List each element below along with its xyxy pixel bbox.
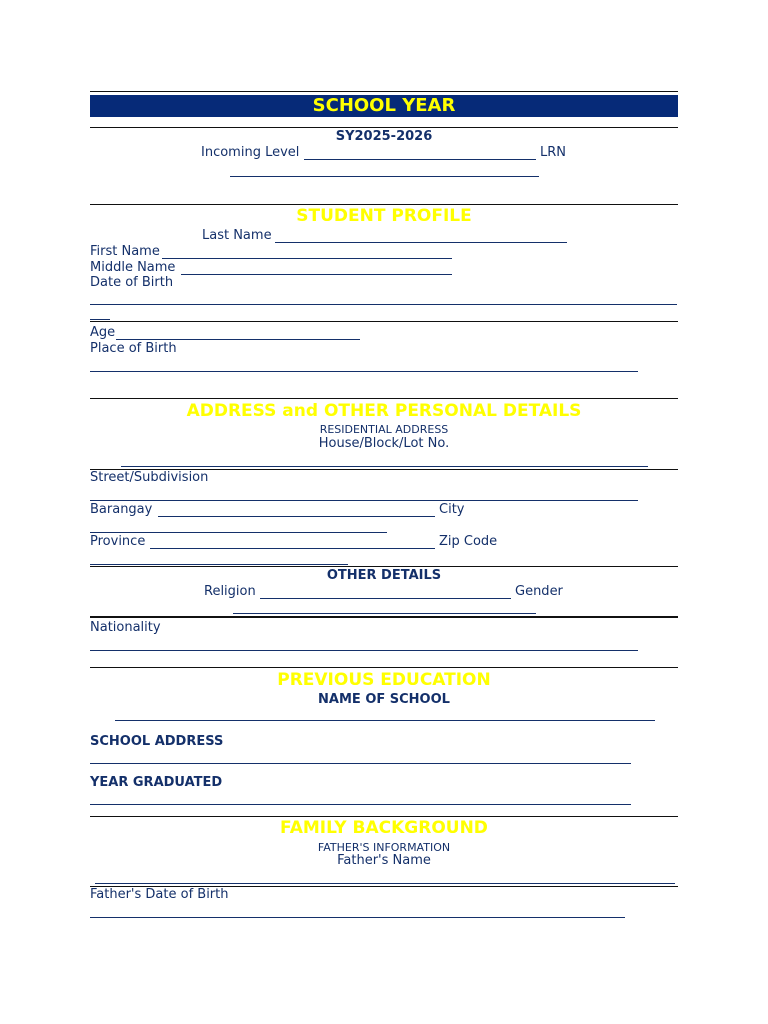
middle-name-field[interactable] <box>181 274 452 275</box>
pob-field[interactable] <box>90 371 638 372</box>
divider <box>90 204 678 205</box>
student-profile-heading: STUDENT PROFILE <box>296 206 472 226</box>
barangay-label: Barangay <box>90 502 153 517</box>
street-field[interactable] <box>90 500 638 501</box>
city-field[interactable] <box>90 532 387 533</box>
divider <box>90 566 678 567</box>
gender-field[interactable] <box>233 613 536 614</box>
pob-label: Place of Birth <box>90 341 177 356</box>
divider <box>90 127 678 128</box>
year-graduated-field[interactable] <box>90 804 631 805</box>
province-label: Province <box>90 534 146 549</box>
city-label: City <box>439 502 465 517</box>
zip-field[interactable] <box>90 564 348 565</box>
last-name-field[interactable] <box>275 242 567 243</box>
barangay-field[interactable] <box>158 516 435 517</box>
age-label: Age <box>90 325 116 340</box>
divider <box>90 398 678 399</box>
first-name-label: First Name <box>90 244 160 259</box>
incoming-level-label: Incoming Level <box>201 145 300 160</box>
school-name-field[interactable] <box>115 720 655 721</box>
middle-name-label: Middle Name <box>90 260 176 275</box>
school-address-label: SCHOOL ADDRESS <box>90 734 224 749</box>
divider <box>90 321 678 322</box>
age-field[interactable] <box>116 339 360 340</box>
father-info-label: FATHER'S INFORMATION <box>317 841 451 854</box>
address-heading: ADDRESS and OTHER PERSONAL DETAILS <box>186 401 582 421</box>
dob-field[interactable] <box>90 304 677 305</box>
divider <box>90 616 678 618</box>
father-dob-field[interactable] <box>90 917 625 918</box>
house-label: House/Block/Lot No. <box>318 436 450 451</box>
lrn-label: LRN <box>540 145 566 160</box>
father-name-field[interactable] <box>95 883 675 884</box>
lrn-field[interactable] <box>230 176 539 177</box>
gender-label: Gender <box>515 584 563 599</box>
street-label: Street/Subdivision <box>90 470 209 485</box>
first-name-field[interactable] <box>162 258 452 259</box>
divider <box>90 816 678 817</box>
residential-address-label: RESIDENTIAL ADDRESS <box>319 423 449 436</box>
name-of-school-label: NAME OF SCHOOL <box>318 692 450 707</box>
province-field[interactable] <box>150 548 435 549</box>
family-background-heading: FAMILY BACKGROUND <box>280 818 488 838</box>
dob-field-continuation <box>90 319 110 320</box>
last-name-label: Last Name <box>202 228 272 243</box>
nationality-label: Nationality <box>90 620 161 635</box>
father-dob-label: Father's Date of Birth <box>90 887 229 902</box>
nationality-field[interactable] <box>90 650 638 651</box>
school-address-field[interactable] <box>90 763 631 764</box>
father-name-label: Father's Name <box>337 853 431 868</box>
incoming-level-field[interactable] <box>304 159 536 160</box>
previous-education-heading: PREVIOUS EDUCATION <box>277 670 491 690</box>
religion-label: Religion <box>204 584 256 599</box>
house-field[interactable] <box>121 466 648 467</box>
school-year-banner: SCHOOL YEAR <box>90 95 678 117</box>
divider <box>90 667 678 668</box>
school-year-value: SY2025-2026 <box>335 129 433 144</box>
religion-field[interactable] <box>260 598 511 599</box>
dob-label: Date of Birth <box>90 275 174 290</box>
other-details-heading: OTHER DETAILS <box>326 568 442 583</box>
zip-label: Zip Code <box>439 534 498 549</box>
year-graduated-label: YEAR GRADUATED <box>90 775 223 790</box>
divider <box>90 91 678 92</box>
